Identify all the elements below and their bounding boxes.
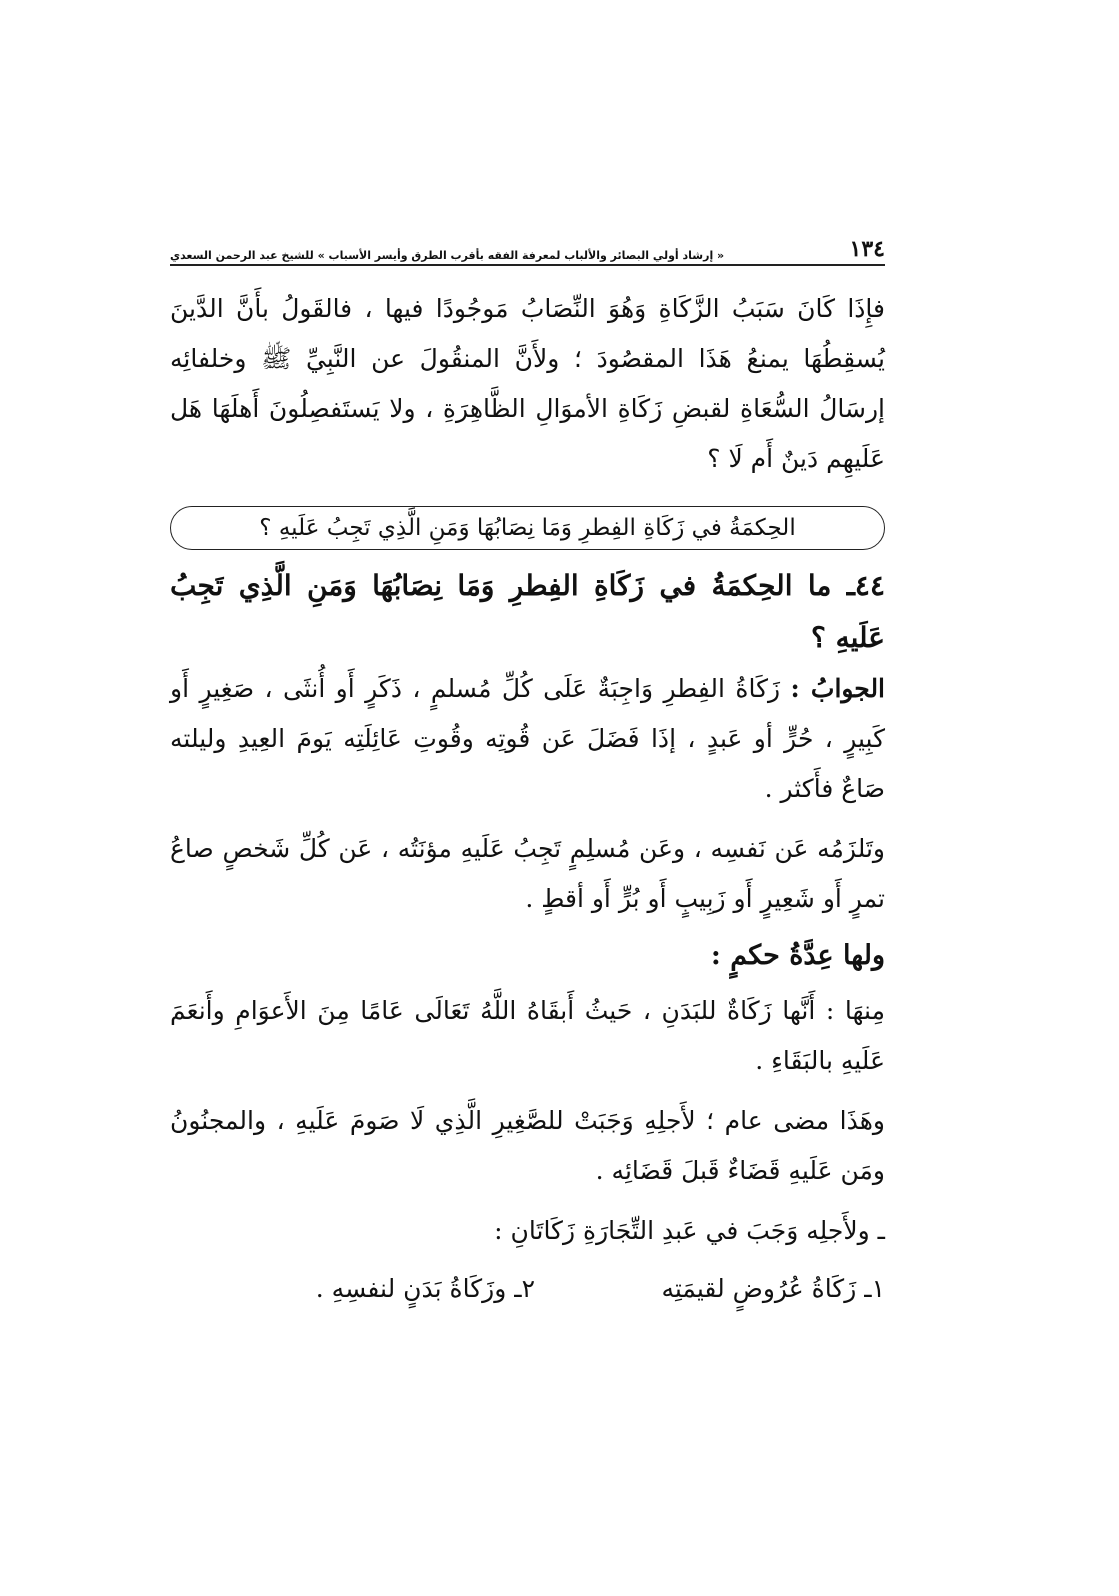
page-content	[170, 284, 885, 1314]
boxed-heading-text: الحِكمَةُ في زَكَاةِ الفِطرِ وَمَا نِصَابُهَا وَمَنِ الَّذِي تَجِبُ عَلَيهِ ؟	[259, 515, 796, 541]
list-item: ١ـ زَكَاةُ عُرُوضٍ لقيمَتِه	[661, 1274, 885, 1303]
paragraph-wisdom-1: مِنهَا : أَنَّها زَكَاةٌ للبَدَنِ ، حَيثُ أَبقَاهُ اللَّهُ تَعَالَى عَامًا مِنَ الأَعوَامِ وأَنعَمَ عَلَيهِ بالبَقَاءِ .	[170, 996, 885, 1075]
book-title: « إرشاد أولي البصائر والألباب لمعرفة الفقه بأقرب الطرق وأيسر الأسباب » للشيخ عبد الرحمن السعدي	[170, 249, 725, 262]
running-header	[170, 228, 885, 266]
zakat-list	[170, 1264, 885, 1314]
page-number: ١٣٤	[849, 236, 885, 262]
paragraph-trade-slave: ـ ولأَجلِه وَجَبَ في عَبدِ التِّجَارَةِ زَكَاتَانِ :	[494, 1216, 885, 1245]
intro-paragraph: فإِذَا كَانَ سَبَبُ الزَّكَاةِ وَهُوَ النِّصَابُ مَوجُودًا فيها ، فالقَولُ بأَنَّ الدَّينَ يُسقِطُهَا يمنعُ هَذَا المقصُودَ ؛ ولأَنَّ المنقُولَ عن النَّبِيِّ ﷺ وخلفائِه إرسَالُ السُّعَاةِ لقبضِ زَكَاةِ الأموَالِ الظَّاهِرَةِ ، ولا يَستَفصِلُونَ أَهلَهَا هَل عَلَيهِم دَينٌ أَم لَا ؟	[170, 294, 885, 473]
list-item: ٢ـ وزَكَاةُ بَدَنٍ لنفسِهِ .	[315, 1274, 535, 1303]
paragraph-wisdom-2: وهَذَا مضى عام ؛ لأَجلِهِ وَجَبَتْ للصَّغِيرِ الَّذِي لَا صَومَ عَلَيهِ ، والمجنُونُ ومَن عَلَيهِ قَضَاءٌ قَبلَ قَضَائِه .	[170, 1106, 885, 1185]
paragraph-obligation: وتَلزَمُه عَن نَفسِه ، وعَن مُسلِمٍ تَجِبُ عَلَيهِ مؤنَتُه ، عَن كُلِّ شَخصٍ صاعُ تمرٍ أَو شَعِيرٍ أَو زَبِيبٍ أَو بُرٍّ أَو أقطٍ .	[170, 834, 885, 913]
boxed-section-heading	[170, 506, 885, 550]
answer-paragraph	[170, 664, 885, 814]
answer-label: الجوابُ :	[790, 674, 886, 703]
answer-text: زَكَاةُ الفِطرِ وَاجِبَةٌ عَلَى كُلِّ مُسلمٍ ، ذَكَرٍ أَو أُنثَى ، صَغِيرٍ أَو كَبِيرٍ ، حُرٍّ أو عَبدٍ ، إذَا فَضَلَ عَن قُوتِه وقُوتِ عَائِلَتِه يَومَ العِيدِ وليلته صَاعٌ فأَكثر .	[170, 674, 885, 803]
question-heading: ٤٤ـ ما الحِكمَةُ في زَكَاةِ الفِطرِ وَمَا نِصَابُهَا وَمَنِ الَّذِي تَجِبُ عَلَيهِ ؟	[170, 569, 885, 654]
wisdoms-heading: ولها عِدَّةُ حكمٍ :	[710, 940, 885, 971]
